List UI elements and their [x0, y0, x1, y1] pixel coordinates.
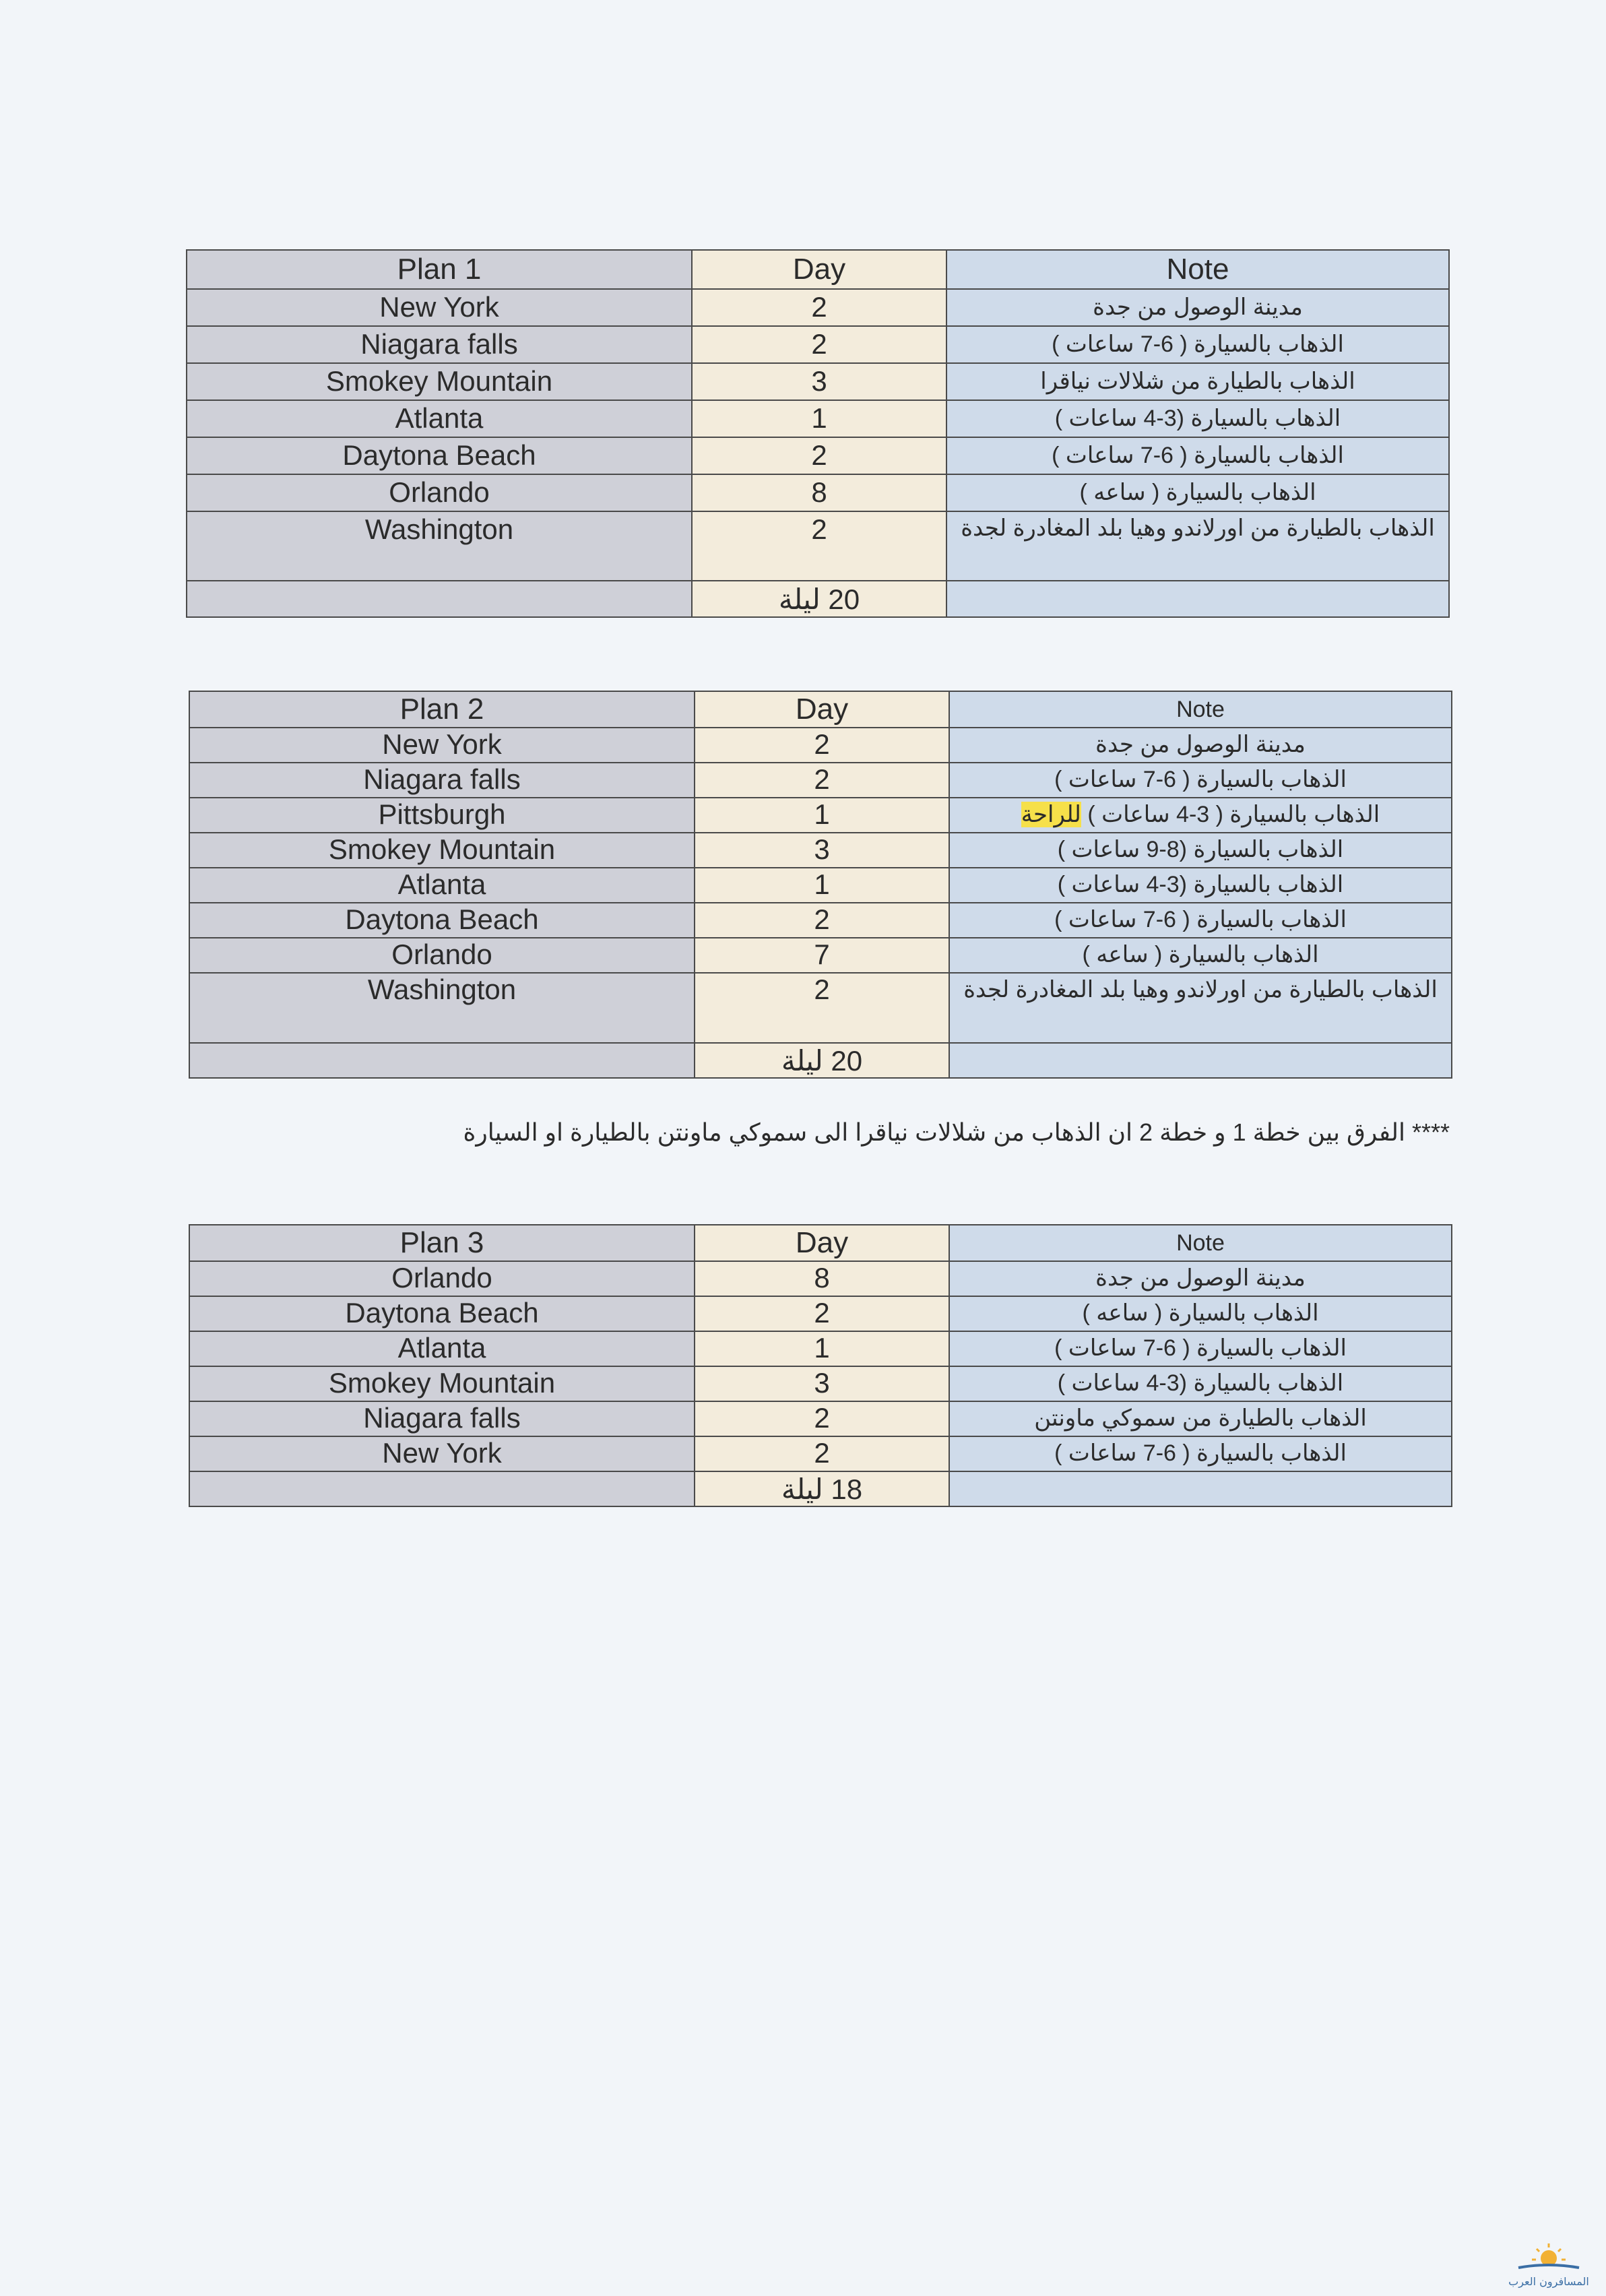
note-cell: الذهاب بالسيارة (3-4 ساعات ) — [949, 1366, 1452, 1401]
note-cell: الذهاب بالطيارة من اورلاندو وهيا بلد المغادرة لجدة — [949, 973, 1452, 1043]
day-cell: 2 — [695, 1401, 949, 1436]
day-cell: 8 — [692, 474, 946, 511]
note-cell: الذهاب بالسيارة ( ساعه ) — [949, 1296, 1452, 1331]
place-cell: Pittsburgh — [189, 798, 695, 833]
table-header-row — [189, 691, 1452, 728]
day-cell: 2 — [695, 1436, 949, 1471]
day-cell: 8 — [695, 1261, 949, 1296]
note-cell: مدينة الوصول من جدة — [949, 728, 1452, 763]
table-row — [189, 938, 1452, 973]
note-cell: الذهاب بالسيارة (3-4 ساعات ) — [946, 400, 1449, 437]
table-row — [189, 903, 1452, 938]
note-cell: الذهاب بالطيارة من اورلاندو وهيا بلد المغادرة لجدة — [946, 511, 1449, 581]
place-cell: Smokey Mountain — [189, 833, 695, 868]
table-row — [189, 1366, 1452, 1401]
empty-cell — [949, 1471, 1452, 1506]
day-cell: 1 — [695, 798, 949, 833]
day-cell: 1 — [692, 400, 946, 437]
place-cell: Smokey Mountain — [187, 363, 692, 400]
table-row — [189, 973, 1452, 1043]
difference-note: **** الفرق بين خطة 1 و خطة 2 ان الذهاب من شلالات نياقرا الى سموكي ماونتن بالطيارة او السيارة — [463, 1118, 1450, 1146]
day-cell: 3 — [695, 833, 949, 868]
note-cell: الذهاب بالسيارة ( ساعه ) — [946, 474, 1449, 511]
place-cell: Washington — [187, 511, 692, 581]
place-cell: New York — [189, 728, 695, 763]
table-row — [189, 728, 1452, 763]
table-row — [187, 474, 1449, 511]
table-row — [187, 326, 1449, 363]
note-cell: مدينة الوصول من جدة — [946, 289, 1449, 326]
note-cell: الذهاب بالسيارة ( 6-7 ساعات ) — [946, 437, 1449, 474]
total-nights: 20 ليلة — [695, 1043, 949, 1078]
day-cell: 2 — [692, 437, 946, 474]
place-cell: Niagara falls — [189, 763, 695, 798]
place-cell: Atlanta — [187, 400, 692, 437]
day-cell: 7 — [695, 938, 949, 973]
logo-text: المسافرون العرب — [1508, 2275, 1589, 2288]
table-row — [189, 798, 1452, 833]
place-cell: Niagara falls — [189, 1401, 695, 1436]
plan-title: Plan 1 — [187, 250, 692, 289]
day-cell: 2 — [695, 973, 949, 1043]
note-cell — [949, 798, 1452, 833]
table-row — [189, 868, 1452, 903]
day-cell: 2 — [692, 289, 946, 326]
note-cell: الذهاب بالسيارة ( 6-7 ساعات ) — [946, 326, 1449, 363]
note-column-header: Note — [946, 250, 1449, 289]
day-cell: 1 — [695, 1331, 949, 1366]
place-cell: Atlanta — [189, 868, 695, 903]
plan-title: Plan 3 — [189, 1225, 695, 1261]
table-row — [187, 289, 1449, 326]
table-row — [189, 1401, 1452, 1436]
note-text: الذهاب بالسيارة ( 3-4 ساعات ) — [1087, 802, 1380, 827]
note-cell: الذهاب بالسيارة ( 6-7 ساعات ) — [949, 763, 1452, 798]
day-column-header: Day — [695, 691, 949, 728]
note-cell: الذهاب بالسيارة (8-9 ساعات ) — [949, 833, 1452, 868]
day-cell: 2 — [692, 326, 946, 363]
table-header-row — [187, 250, 1449, 289]
note-cell: الذهاب بالسيارة ( 6-7 ساعات ) — [949, 1331, 1452, 1366]
place-cell: Orlando — [189, 938, 695, 973]
plan-title: Plan 2 — [189, 691, 695, 728]
table-row — [189, 1331, 1452, 1366]
day-cell: 2 — [695, 763, 949, 798]
day-cell: 3 — [695, 1366, 949, 1401]
table-row — [189, 833, 1452, 868]
table-row — [187, 511, 1449, 581]
table-row — [189, 1436, 1452, 1471]
table-row — [189, 763, 1452, 798]
day-cell: 2 — [695, 1296, 949, 1331]
place-cell: Niagara falls — [187, 326, 692, 363]
day-cell: 2 — [695, 728, 949, 763]
plan-2-table — [189, 691, 1452, 1079]
place-cell: Daytona Beach — [189, 903, 695, 938]
place-cell: Orlando — [189, 1261, 695, 1296]
table-header-row — [189, 1225, 1452, 1261]
note-cell: الذهاب بالطيارة من شلالات نياقرا — [946, 363, 1449, 400]
table-row — [189, 1296, 1452, 1331]
empty-cell — [946, 581, 1449, 617]
total-row — [187, 581, 1449, 617]
table-row — [187, 400, 1449, 437]
plan-3-table — [189, 1224, 1452, 1507]
total-row — [189, 1471, 1452, 1506]
place-cell: Washington — [189, 973, 695, 1043]
day-column-header: Day — [695, 1225, 949, 1261]
highlighted-note: للراحة — [1021, 802, 1081, 827]
total-nights: 20 ليلة — [692, 581, 946, 617]
note-cell: الذهاب بالسيارة ( 6-7 ساعات ) — [949, 1436, 1452, 1471]
note-column-header: Note — [949, 691, 1452, 728]
empty-cell — [189, 1043, 695, 1078]
day-cell: 1 — [695, 868, 949, 903]
empty-cell — [187, 581, 692, 617]
place-cell: Orlando — [187, 474, 692, 511]
day-cell: 2 — [695, 903, 949, 938]
day-column-header: Day — [692, 250, 946, 289]
site-logo — [1505, 2241, 1593, 2291]
table-row — [187, 437, 1449, 474]
note-column-header: Note — [949, 1225, 1452, 1261]
total-nights: 18 ليلة — [695, 1471, 949, 1506]
empty-cell — [949, 1043, 1452, 1078]
sun-over-sea-logo-icon — [1505, 2241, 1593, 2291]
place-cell: New York — [189, 1436, 695, 1471]
place-cell: New York — [187, 289, 692, 326]
empty-cell — [189, 1471, 695, 1506]
note-cell: مدينة الوصول من جدة — [949, 1261, 1452, 1296]
note-cell: الذهاب بالسيارة ( ساعه ) — [949, 938, 1452, 973]
place-cell: Smokey Mountain — [189, 1366, 695, 1401]
plan-1-table — [186, 249, 1450, 618]
day-cell: 2 — [692, 511, 946, 581]
place-cell: Daytona Beach — [189, 1296, 695, 1331]
place-cell: Atlanta — [189, 1331, 695, 1366]
note-cell: الذهاب بالطيارة من سموكي ماونتن — [949, 1401, 1452, 1436]
table-row — [187, 363, 1449, 400]
table-row — [189, 1261, 1452, 1296]
note-cell: الذهاب بالسيارة ( 6-7 ساعات ) — [949, 903, 1452, 938]
place-cell: Daytona Beach — [187, 437, 692, 474]
day-cell: 3 — [692, 363, 946, 400]
note-cell: الذهاب بالسيارة (3-4 ساعات ) — [949, 868, 1452, 903]
total-row — [189, 1043, 1452, 1078]
